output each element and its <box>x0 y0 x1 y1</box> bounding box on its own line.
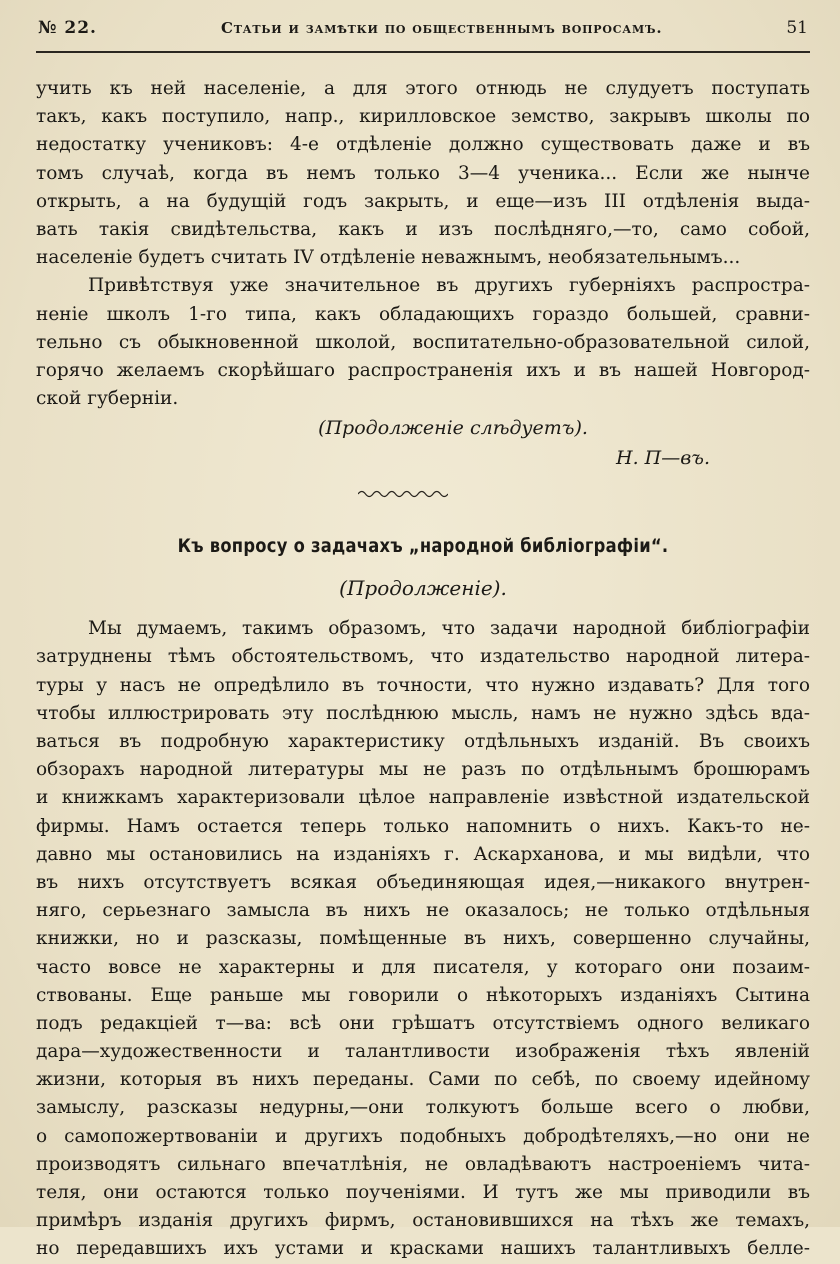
text-line: такъ, какъ поступило, напр., кирилловское земство, закрывъ школы по <box>36 106 810 128</box>
text-line: ваться въ подробную характеристику отдѣльныхъ изданій. Въ своихъ <box>36 731 810 752</box>
text-line: ской губерніи. <box>36 388 179 410</box>
text-line: чтобы иллюстрировать эту послѣднюю мысль, намъ не нужно здѣсь вда- <box>36 702 810 724</box>
text-line: Мы думаемъ, такимъ образомъ, что задачи народной библіографіи <box>88 618 810 640</box>
text-line: книжки, но и разсказы, помѣщенные въ нихъ, совершенно случайны, <box>36 928 810 950</box>
text-line: неніе школъ 1-го типа, какъ обладающихъ гораздо большей, сравни- <box>36 303 810 325</box>
text-line: вать такія свидѣтельства, какъ и изъ послѣдняго,—то, само собой, <box>36 218 810 240</box>
text-line: часто вовсе не характерны и для писателя, у котораго они позаим- <box>36 956 810 978</box>
text-line: тельно съ обыкновенной школой, воспитательно-образовательной силой, <box>36 331 810 353</box>
text-line: теля, они остаются только поученіями. И тутъ же мы приводили въ <box>36 1182 810 1203</box>
text-line: ствованы. Еще раньше мы говорили о нѣкоторыхъ изданіяхъ Сытина <box>36 984 810 1006</box>
text-line: но передавшихъ ихъ устами и красками нашихъ талантливыхъ белле- <box>36 1238 810 1260</box>
text-line: давно мы остановились на изданіяхъ г. Аскарханова, и мы видѣли, что <box>36 843 810 865</box>
text-line: Привѣтствуя уже значительное въ другихъ губерніяхъ распростра- <box>88 275 810 297</box>
text-line: производятъ сильнаго впечатлѣнія, не овладѣваютъ настроеніемъ чита- <box>36 1153 810 1175</box>
article-body <box>36 615 810 1263</box>
text-line: примѣръ изданія другихъ фирмъ, остановившихся на тѣхъ же темахъ, <box>36 1210 810 1232</box>
text-line: замыслу, разсказы недурны,—они толкуютъ больше всего о любви, <box>36 1097 810 1119</box>
text-line: няго, серьезнаго замысла въ нихъ не оказалось; не только отдѣльныя <box>36 900 810 922</box>
to-be-continued-note: (Продолженіе слѣдуетъ). <box>318 417 588 440</box>
text-line: затруднены тѣмъ обстоятельствомъ, что издательство народной литера- <box>36 646 810 668</box>
text-line: томъ случаѣ, когда въ немъ только 3—4 ученика... Если же нынче <box>36 162 810 184</box>
issue-number: № 22. <box>38 18 97 38</box>
text-line: и книжкамъ характеризовали цѣлое направленіе извѣстной издательской <box>36 787 810 809</box>
text-line: подъ редакціей т—ва: всѣ они грѣшатъ отсутствіемъ одного великаго <box>36 1012 810 1034</box>
page-number: 51 <box>786 18 808 38</box>
wavy-divider-icon <box>36 481 810 507</box>
text-line: открыть, а на будущій годъ закрыть, и еще—изъ III отдѣленія выда- <box>36 190 810 212</box>
text-line: обзорахъ народной литературы мы не разъ по отдѣльнымъ брошюрамъ <box>36 759 810 781</box>
text-line: дара—художественности и талантливости изображенія тѣхъ явленій <box>36 1041 810 1063</box>
text-line: фирмы. Намъ остается теперь только напомнить о нихъ. Какъ-то не- <box>36 815 810 837</box>
text-line: горячо желаемъ скорѣйшаго распространенія ихъ и въ нашей Новгород- <box>36 359 810 381</box>
article-subtitle: (Продолженіе). <box>339 576 507 601</box>
text-line: о самопожертвованіи и другихъ подобныхъ добродѣтеляхъ,—но они не <box>36 1125 810 1147</box>
text-line: недостатку учениковъ: 4-е отдѣленіе должно существовать даже и въ <box>36 134 810 156</box>
text-line: въ нихъ отсутствуетъ всякая объединяющая идея,—никакого внутрен- <box>36 871 810 893</box>
previous-article-ending <box>36 75 810 413</box>
text-line: туры у насъ не опредѣлило въ точности, что нужно издавать? Для того <box>36 674 810 696</box>
text-line: учить къ ней населеніе, а для этого отнюдь не слудуетъ поступать <box>36 78 810 99</box>
running-header <box>36 18 810 53</box>
running-title: Статьи и замѣтки по общественнымъ вопросамъ. <box>220 19 663 37</box>
text-line: жизни, которыя въ нихъ переданы. Сами по себѣ, по своему идейному <box>36 1069 810 1091</box>
author-signature: Н. П—въ. <box>616 447 710 470</box>
text-line: населеніе будетъ считать IV отдѣленіе неважнымъ, необязательнымъ... <box>36 247 741 269</box>
article-title: Къ вопросу о задачахъ „народной библіографіи“. <box>177 535 669 558</box>
